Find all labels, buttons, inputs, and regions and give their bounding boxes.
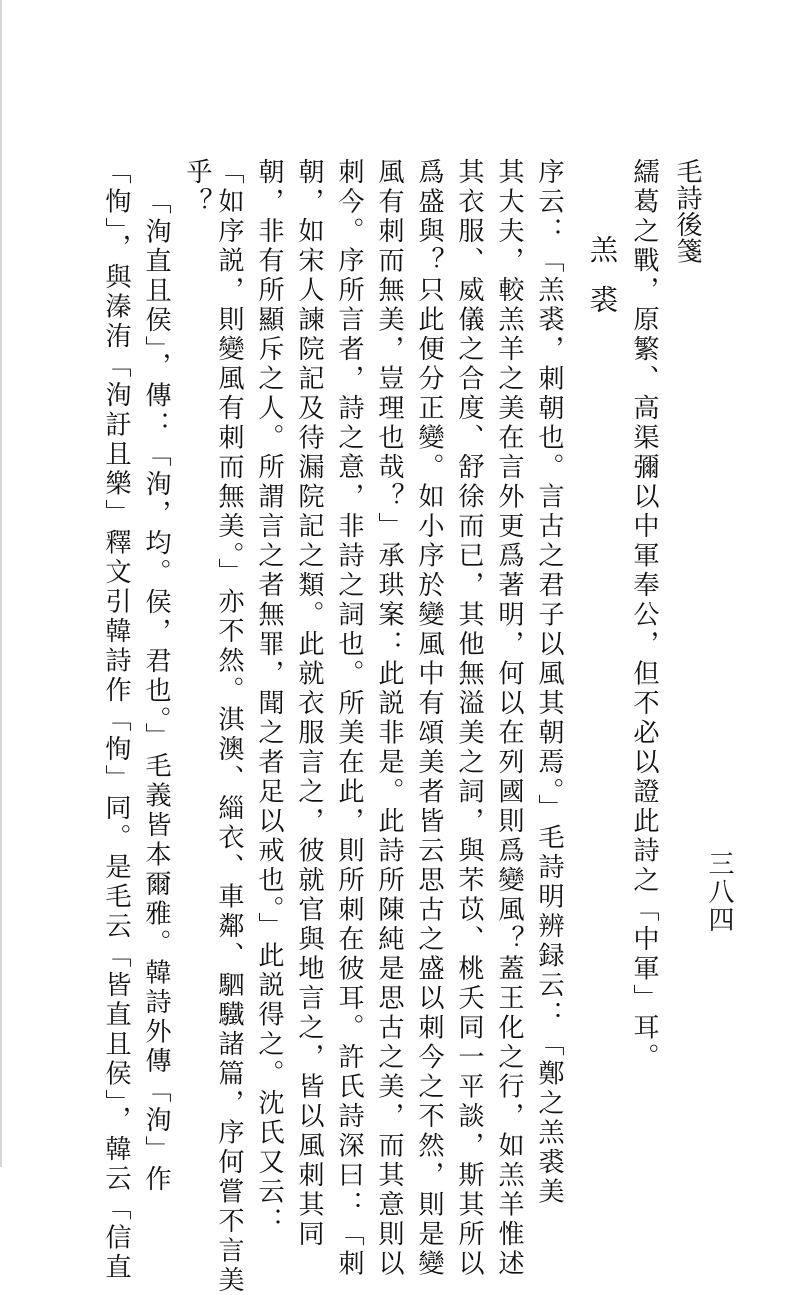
text-column: 序云：「羔裘，刺朝也。言古之君子以風其朝焉。」毛詩明辨録云：「鄭之羔裘美 — [534, 158, 564, 1207]
text-column: 風有刺而無美，豈理也哉？」承珙案：此説非是。此詩所陳純是思古之美，而其意則以 — [374, 158, 404, 1279]
text-column: 其大夫，較羔羊之美在言外更爲著明，何以在列國則爲變風？蓋王化之行，如羔羊惟述 — [494, 158, 524, 1279]
text-column: 「恂」，與溱洧「洵訏且樂」釋文引韓詩作「恂」同。是毛云「皆直且侯」，韓云「信直 — [101, 158, 131, 1283]
text-column: 朝，如宋人諫院記及待漏院記之類。此就衣服言之，彼就官與地言之，皆以風刺其同 — [294, 158, 324, 1250]
section-heading: 羔裘 — [586, 235, 619, 335]
text-column: 朝，非有所顯斥之人。所謂言之者無罪，聞之者足以戒也。」此説得之。沈氏又云： — [254, 158, 284, 1237]
running-head: 毛詩後箋 — [672, 158, 702, 264]
page-edge — [0, 0, 2, 1167]
text-column: 乎？ — [182, 158, 212, 217]
text-column: 「洵直且侯」，傳：「洵，均。侯，君也。」毛義皆本爾雅。韓詩外傳「洵」作 — [141, 188, 171, 1195]
text-column: 其衣服、威儀之合度、舒徐而已，其他無溢美之詞，與芣苡、桃夭同一平談，斯其所以 — [454, 158, 484, 1279]
text-column: 爲盛與？只此便分正變。如小序於變風中有頌美者皆云思古之盛以刺今之不然，則是變 — [414, 158, 444, 1279]
text-column: 刺今。序所言者，詩之意，非詩之詞也。所美在此，則所刺在彼耳。許氏詩深曰：「刺 — [334, 158, 364, 1279]
text-column: 「如序説，則變風有刺而無美。」亦不然。淇澳、緇衣、車鄰、駟驖諸篇，序何嘗不言美 — [214, 158, 244, 1295]
page-number: 三八四 — [704, 850, 734, 934]
text-column: 繻葛之戰，原繁、高渠彌以中軍奉公，但不必以證此詩之「中軍」耳。 — [629, 158, 659, 1073]
